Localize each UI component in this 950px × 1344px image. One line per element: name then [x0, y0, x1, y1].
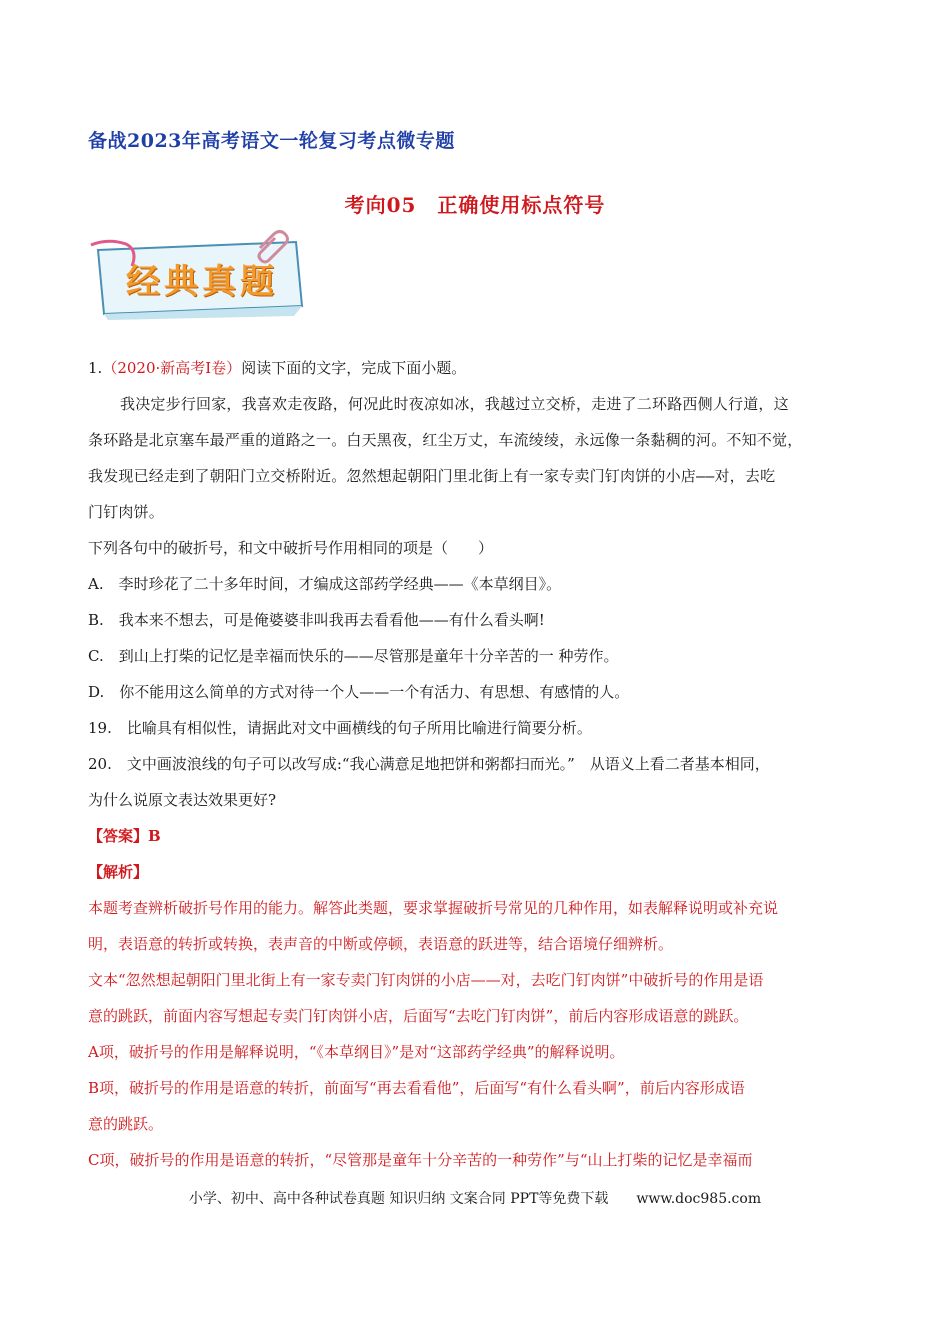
option-a: A. 李时珍花了二十多年时间，才编成这部药学经典——《本草纲目》。	[88, 575, 562, 593]
analysis-line: 意的跳跃。	[88, 1115, 164, 1133]
series-title: 备战2023年高考语文一轮复习考点微专题	[88, 130, 455, 152]
page-footer: 小学、初中、高中各种试卷真题 知识归纳 文案合同 PPT等免费下载 www.doc985.com	[188, 1191, 762, 1207]
option-b: B. 我本来不想去，可是俺婆婆非叫我再去看看他——有什么看头啊!	[88, 611, 545, 629]
passage-line: 门钉肉饼。	[88, 503, 165, 521]
question-content	[88, 350, 866, 1178]
option-c: C. 到山上打柴的记忆是幸福而快乐的——尽管那是童年十分辛苦的一 种劳作。	[88, 647, 619, 665]
question-source: （2020·新高考Ⅰ卷）	[102, 359, 242, 377]
analysis-line: B项，破折号的作用是语意的转折，前面写“再去看看他”，后面写“有什么看头啊”，前后内容形成语	[88, 1079, 745, 1097]
question-prompt: 下列各句中的破折号，和文中破折号作用相同的项是（ ）	[88, 539, 494, 557]
analysis-label: 【解析】	[88, 863, 149, 881]
analysis-line: 文本“忽然想起朝阳门里北街上有一家专卖门钉肉饼的小店——对，去吃门钉肉饼”中破折号的作用是语	[88, 971, 764, 989]
analysis-line: A项，破折号的作用是解释说明，“《本草纲目》”是对“这部药学经典”的解释说明。	[88, 1043, 625, 1061]
analysis-line: C项，破折号的作用是语意的转折，“尽管那是童年十分辛苦的一种劳作”与“山上打柴的记忆是幸福而	[88, 1151, 753, 1169]
banner-label: 经典真题	[126, 261, 278, 302]
passage-line: 我发现已经走到了朝阳门立交桥附近。忽然想起朝阳门里北街上有一家专卖门钉肉饼的小店——对，去吃	[88, 467, 776, 485]
answer-label: 【答案】B	[88, 827, 161, 845]
analysis-line: 本题考查辨析破折号作用的能力。解答此类题，要求掌握破折号常见的几种作用，如表解释说明或补充说	[88, 899, 779, 917]
question-20-cont: 为什么说原文表达效果更好?	[88, 791, 277, 809]
option-d: D. 你不能用这么简单的方式对待一个人——一个有活力、有思想、有感情的人。	[88, 683, 630, 701]
question-20: 20. 文中画波浪线的句子可以改写成:“我心满意足地把饼和粥都扫而光。” 从语义上看二者基本相同，	[88, 755, 770, 773]
question-19: 19. 比喻具有相似性，请据此对文中画横线的句子所用比喻进行简要分析。	[88, 719, 592, 737]
passage-line: 我决定步行回家，我喜欢走夜路，何况此时夜凉如冰，我越过立交桥，走进了二环路西侧人行道，这	[120, 395, 789, 413]
analysis-line: 明，表语意的转折或转换，表声音的中断或停顿，表语意的跃进等，结合语境仔细辨析。	[88, 935, 674, 953]
topic-title: 考向05 正确使用标点符号	[344, 193, 606, 217]
section-banner	[88, 236, 310, 320]
analysis-line: 意的跳跃，前面内容写想起专卖门钉肉饼小店，后面写“去吃门钉肉饼”，前后内容形成语意的跳跃。	[88, 1007, 749, 1025]
passage-line: 条环路是北京塞车最严重的道路之一。白天黑夜，红尘万丈，车流绫绫，永远像一条黏稠的河。不知不觉，	[88, 431, 803, 449]
question-heading	[88, 350, 866, 386]
question-number: 1.	[88, 359, 103, 377]
question-instruction: 阅读下面的文字，完成下面小题。	[241, 359, 467, 377]
